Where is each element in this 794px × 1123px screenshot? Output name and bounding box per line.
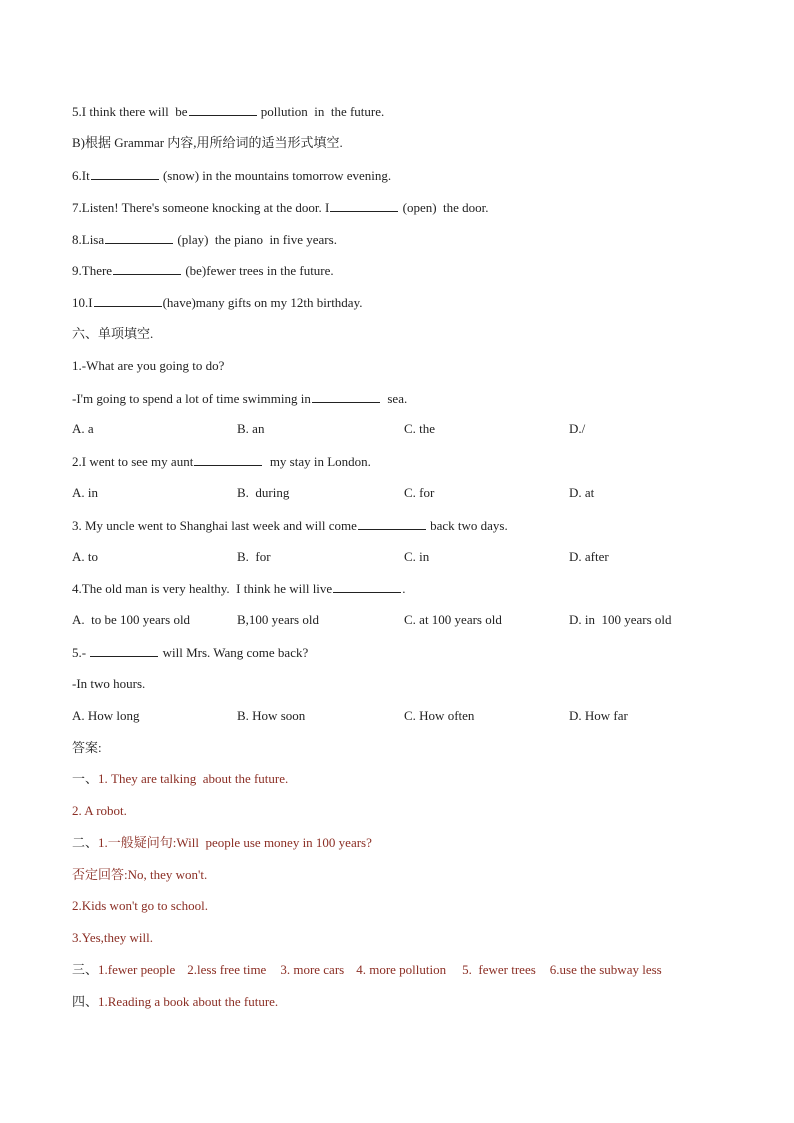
q5-option-c: C. How often	[404, 708, 475, 723]
answer-item: 3. more cars	[280, 962, 345, 977]
answer-s4-line	[72, 994, 278, 1010]
q6-text-after: (snow) in the mountains tomorrow evening.	[159, 168, 392, 183]
q1-option-d: D./	[569, 421, 586, 436]
q5-text-before: 5.-	[72, 645, 90, 660]
section-4-prefix: 四、	[72, 994, 99, 1009]
q4-option-b: B,100 years old	[237, 612, 319, 627]
mc-q5-line1	[72, 644, 308, 661]
mc-q3-line1	[72, 517, 508, 534]
section-2-prefix: 二、	[72, 835, 99, 850]
answer-item: 4. more pollution	[356, 962, 447, 977]
answer-blank	[189, 103, 257, 116]
q7-text-before: 7.Listen! There's someone knocking at the door. I	[72, 200, 330, 215]
q4-option-c: C. at 100 years old	[404, 612, 502, 627]
answer-blank	[333, 580, 401, 593]
answer-text: 1.一般疑问句:Will people use money in 100 years?	[98, 835, 372, 850]
q1-text-before: -I'm going to spend a lot of time swimming in	[72, 391, 311, 406]
answer-item: 1.fewer people	[98, 962, 176, 977]
q2-text-before: 2.I went to see my aunt	[72, 454, 194, 469]
answer-s2-line1	[72, 835, 372, 851]
q10-text-before: 10.I	[72, 295, 93, 310]
answer-s1-line2: 2. A robot.	[72, 803, 127, 818]
q3-text-after: back two days.	[426, 518, 508, 533]
q2-text-after: my stay in London.	[263, 454, 371, 469]
answer-blank	[194, 453, 262, 466]
mc-q4-line1	[72, 580, 405, 597]
q5-option-a: A. How long	[72, 708, 140, 723]
q9-text-before: 9.There	[72, 263, 113, 278]
answer-blank	[113, 262, 181, 275]
q4-text-after: .	[402, 581, 406, 596]
q4-option-d: D. in 100 years old	[569, 612, 672, 627]
answer-text: 1. They are talking about the future.	[98, 771, 289, 786]
q10-text-after: (have)many gifts on my 12th birthday.	[162, 295, 363, 310]
fill-q5	[72, 103, 384, 120]
q2-option-b: B. during	[237, 485, 290, 500]
q2-option-a: A. in	[72, 485, 98, 500]
q5-option-d: D. How far	[569, 708, 628, 723]
answer-blank	[94, 294, 162, 307]
q6-text-before: 6.It	[72, 168, 90, 183]
mc-q2-line1	[72, 453, 371, 470]
q7-text-after: (open) the door.	[399, 200, 489, 215]
q4-text-before: 4.The old man is very healthy. I think he will live	[72, 581, 333, 596]
q8-text-after: (play) the piano in five years.	[174, 232, 337, 247]
section-6-title: 六、单项填空.	[72, 326, 154, 341]
answer-blank	[90, 644, 158, 657]
q1-option-a: A. a	[72, 421, 94, 436]
fill-q6	[72, 167, 391, 184]
q5-option-b: B. How soon	[237, 708, 306, 723]
q5-reply: -In two hours.	[72, 676, 146, 691]
fill-q9	[72, 262, 334, 279]
answer-blank	[105, 231, 173, 244]
q4-option-a: A. to be 100 years old	[72, 612, 191, 627]
answer-s3-line	[72, 962, 662, 978]
q8-text-before: 8.Lisa	[72, 232, 105, 247]
mc-q1-line1	[72, 358, 224, 374]
answers-title: 答案:	[72, 740, 102, 755]
q3-option-b: B. for	[237, 549, 271, 564]
mc-q1-line2	[72, 390, 407, 407]
q3-text-before: 3. My uncle went to Shanghai last week and will come	[72, 518, 357, 533]
q5-text-before: 5.I think there will be	[72, 104, 188, 119]
q1-option-c: C. the	[404, 421, 436, 436]
q3-option-c: C. in	[404, 549, 430, 564]
q2-option-c: C. for	[404, 485, 435, 500]
fill-q10	[72, 294, 363, 311]
q3-option-a: A. to	[72, 549, 98, 564]
mc-q5-line2	[72, 676, 145, 692]
answer-s2-line3: 2.Kids won't go to school.	[72, 898, 208, 913]
section-3-prefix: 三、	[72, 962, 99, 977]
section-b-heading: B)根据 Grammar 内容,用所给词的适当形式填空.	[72, 135, 343, 150]
q1-option-b: B. an	[237, 421, 265, 436]
q1-text-after: sea.	[380, 391, 408, 406]
answer-blank	[330, 199, 398, 212]
answer-text: 1.Reading a book about the future.	[98, 994, 279, 1009]
answer-blank	[358, 517, 426, 530]
answer-item: 5. fewer trees	[462, 962, 536, 977]
section-1-prefix: 一、	[72, 771, 99, 786]
answer-blank	[312, 390, 380, 403]
answer-blank	[91, 167, 159, 180]
fill-q8	[72, 231, 337, 248]
q9-text-after: (be)fewer trees in the future.	[182, 263, 334, 278]
q1-prompt: 1.-What are you going to do?	[72, 358, 225, 373]
answer-s2-line4: 3.Yes,they will.	[72, 930, 154, 945]
answer-s1-line1	[72, 771, 288, 787]
q5-text-after: will Mrs. Wang come back?	[159, 645, 309, 660]
answer-item: 2.less free time	[187, 962, 267, 977]
answer-item: 6.use the subway less	[549, 962, 662, 977]
q3-option-d: D. after	[569, 549, 609, 564]
answer-s2-line2: 否定回答:No, they won't.	[72, 867, 208, 882]
q5-text-after: pollution in the future.	[257, 104, 385, 119]
fill-q7	[72, 199, 489, 216]
q2-option-d: D. at	[569, 485, 595, 500]
